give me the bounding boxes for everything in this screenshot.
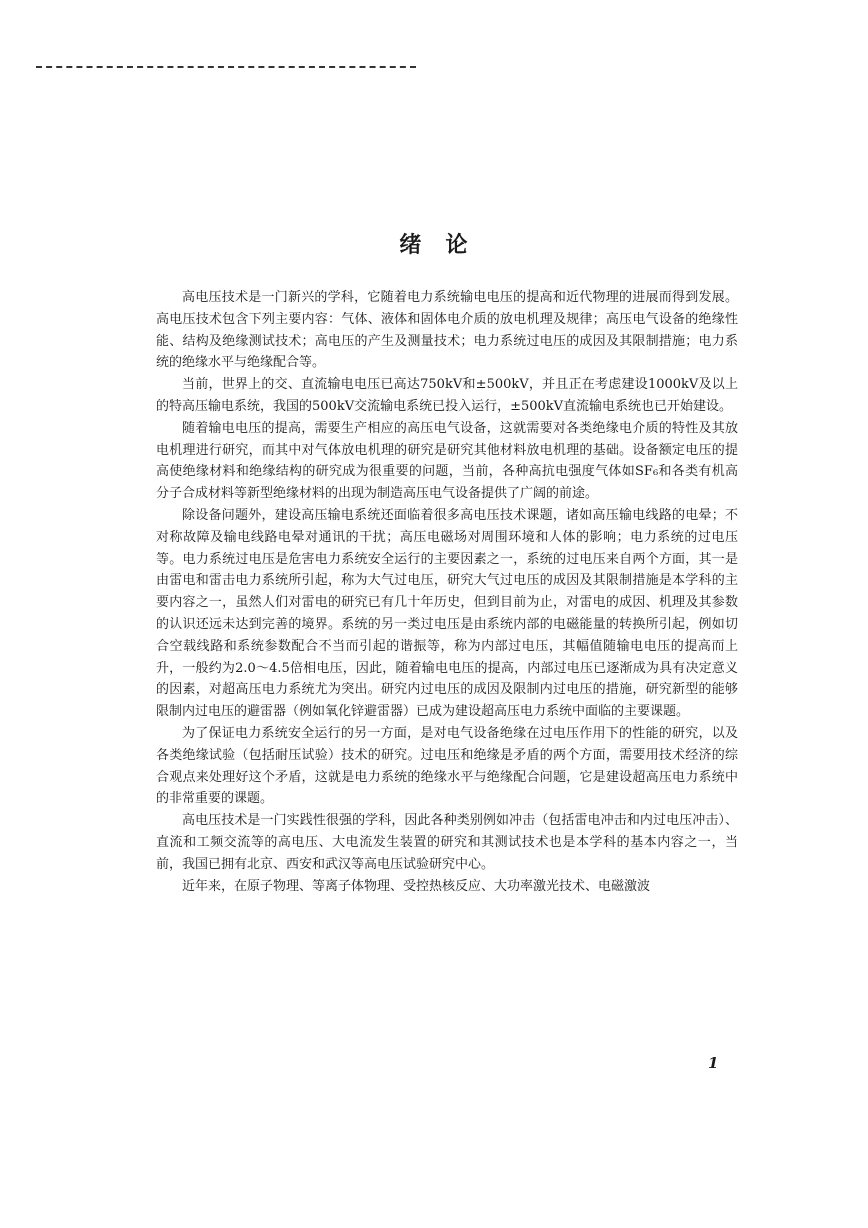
- page-title: 绪 论: [399, 232, 469, 258]
- header-dash-rule: [36, 66, 416, 68]
- paragraph-5: 为了保证电力系统安全运行的另一方面，是对电气设备绝缘在过电压作用下的性能的研究，以及各类绝缘试验（包括耐压试验）技术的研究。过电压和绝缘是矛盾的两个方面，需要用技术经济的综合观点来处理好这个矛盾，这就是电力系统的绝缘水平与绝缘配合问题，它是建设超高压电力系统中的非常重要的课题。: [156, 725, 738, 807]
- paragraph-4: 除设备问题外，建设高压输电系统还面临着很多高电压技术课题，诸如高压输电线路的电晕；不对称故障及输电线路电晕对通讯的干扰；高压电磁场对周围环境和人体的影响；电力系统的过电压等。电力系统过电压是危害电力系统安全运行的主要因素之一，系统的过电压来自两个方面，其一是由雷电和雷击电力系统所引起，称为大气过电压，研究大气过电压的成因及其限制措施是本学科的主要内容之一，虽然人们对雷电的研究已有几十年历史，但到目前为止，对雷电的成因、机理及其参数的认识还远未达到完善的境界。系统的另一类过电压是由系统内部的电磁能量的转换所引起，例如切合空载线路和系统参数配合不当而引起的谐振等，称为内部过电压，其幅值随输电电压的提高而上升，一般约为2.0～4.5倍相电压，因此，随着输电电压的提高，内部过电压已逐渐成为具有决定意义的因素，对超高压电力系统尤为突出。研究内过电压的成因及限制内过电压的措施，研究新型的能够限制内过电压的避雷器（例如氧化锌避雷器）已成为建设超高压电力系统中面临的主要课题。: [156, 507, 738, 720]
- paragraph-3: 随着输电电压的提高，需要生产相应的高压电气设备，这就需要对各类绝缘电介质的特性及其放电机理进行研究，而其中对气体放电机理的研究是研究其他材料放电机理的基础。设备额定电压的提高使绝缘材料和绝缘结构的研究成为很重要的问题，当前，各种高抗电强度气体如SF₆和各类有机高分子合成材料等新型绝缘材料的出现为制造高压电气设备提供了广阔的前途。: [156, 420, 738, 502]
- page-number: 1: [708, 1054, 719, 1072]
- paragraph-7: 近年来，在原子物理、等离子体物理、受控热核反应、大功率激光技术、电磁激波: [182, 878, 651, 894]
- paragraph-2: 当前，世界上的交、直流输电电压已高达750kV和±500kV，并且正在考虑建设1000kV及以上的特高压输电系统，我国的500kV交流输电系统已投入运行，±500kV直流输电系统也已开始建设。: [156, 377, 738, 414]
- body-text: [156, 287, 738, 897]
- paragraph-1: 高电压技术是一门新兴的学科，它随着电力系统输电电压的提高和近代物理的进展而得到发展。高电压技术包含下列主要内容：气体、液体和固体电介质的放电机理及规律；高压电气设备的绝缘性能、结构及绝缘测试技术；高电压的产生及测量技术；电力系统过电压的成因及其限制措施；电力系统的绝缘水平与绝缘配合等。: [156, 290, 738, 371]
- paragraph-6: 高电压技术是一门实践性很强的学科，因此各种类别例如冲击（包括雷电冲击和内过电压冲击）、直流和工频交流等的高电压、大电流发生装置的研究和其测试技术也是本学科的基本内容之一，当前，我国已拥有北京、西安和武汉等高电压试验研究中心。: [156, 813, 738, 872]
